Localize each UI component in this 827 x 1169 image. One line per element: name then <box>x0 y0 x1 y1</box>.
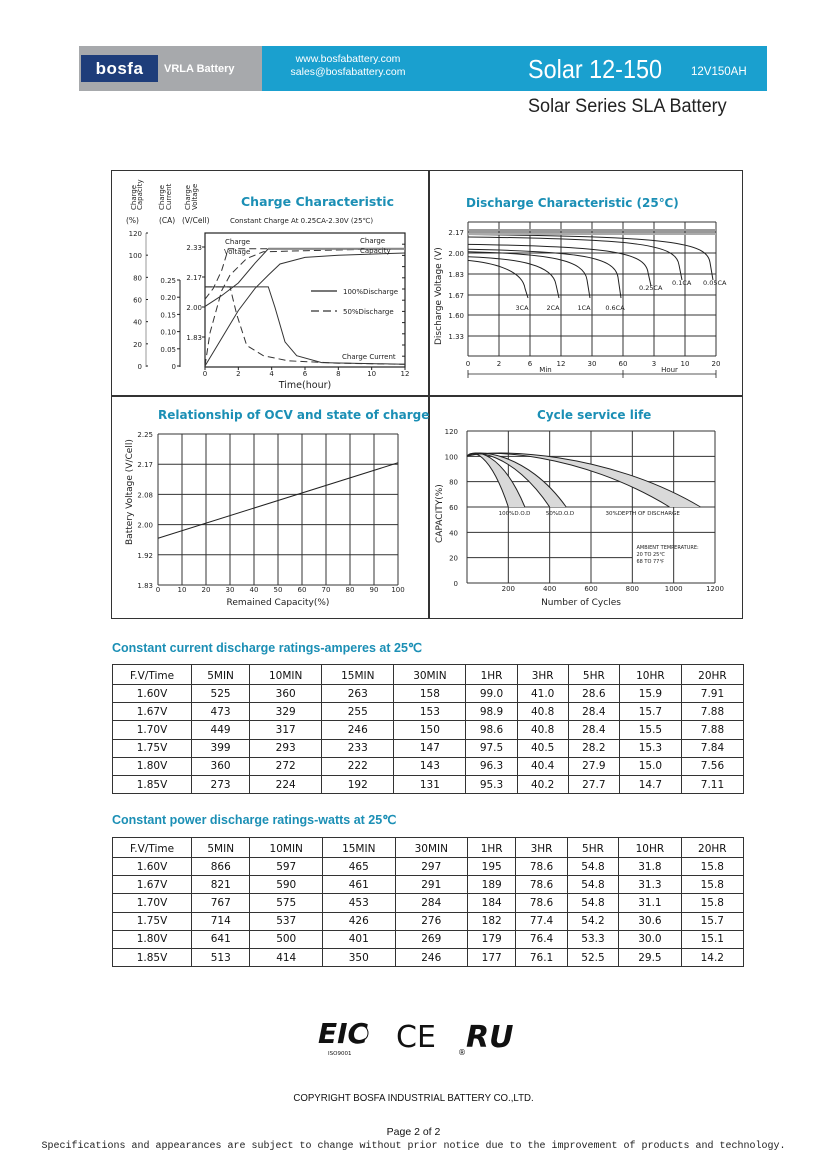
rating-cell: 15.7 <box>619 703 681 721</box>
rating-cell: 78.6 <box>516 894 567 912</box>
curve-label: 2CA <box>545 303 560 312</box>
rating-cell: 7.91 <box>681 685 743 703</box>
final-voltage-cell: 1.70V <box>113 721 192 739</box>
rating-cell: 224 <box>250 775 322 793</box>
rating-cell: 263 <box>322 685 394 703</box>
x-axis-label: Number of Cycles <box>540 597 621 608</box>
iso9001-caption: ISO9001 <box>328 1051 352 1057</box>
current-tick-label: 0.25 <box>159 276 176 285</box>
rating-cell: 192 <box>322 775 394 793</box>
rating-cell: 31.8 <box>619 858 681 876</box>
final-voltage-cell: 1.75V <box>113 912 192 930</box>
x-tick-label: 4 <box>268 369 274 378</box>
rating-cell: 29.5 <box>619 948 681 966</box>
axis-unit-label: (CA) <box>158 215 175 225</box>
table-header-row <box>113 665 744 685</box>
x-tick-label: 20 <box>711 359 720 368</box>
axis-unit-label: (V/Cell) <box>181 215 210 225</box>
eic-iso9001-icon <box>318 1017 369 1057</box>
rating-cell: 98.6 <box>466 721 517 739</box>
rating-cell: 297 <box>395 858 468 876</box>
final-voltage-cell: 1.75V <box>113 739 192 757</box>
band-label: 50%D.O.D <box>545 510 574 517</box>
rating-cell: 15.9 <box>619 685 681 703</box>
rating-cell: 31.1 <box>619 894 681 912</box>
rating-cell: 15.8 <box>681 858 743 876</box>
x-tick-label: 10 <box>177 585 186 594</box>
capacity-tick-label: 100 <box>128 251 142 260</box>
table-row <box>113 912 744 930</box>
x-tick-label: 12 <box>400 369 409 378</box>
rating-cell: 147 <box>394 739 466 757</box>
y-tick-label: 60 <box>448 503 458 512</box>
axis-unit-label: (%) <box>125 215 139 225</box>
brand-logo: bosfa <box>81 55 158 82</box>
curve-label: 1CA <box>576 303 591 312</box>
rating-cell: 246 <box>322 721 394 739</box>
charts-panel <box>111 170 743 619</box>
table-row <box>113 703 744 721</box>
eic-logo-text: EIC <box>318 1017 369 1050</box>
voltage-tick-label: 1.83 <box>185 333 202 342</box>
capacity-tick-label: 40 <box>132 318 142 327</box>
column-header: 5HR <box>568 665 619 685</box>
table-header-row <box>113 838 744 858</box>
discharge-curve-2CA <box>468 256 559 297</box>
y-tick-label: 1.60 <box>447 311 464 320</box>
rating-cell: 269 <box>395 930 468 948</box>
rating-cell: 15.8 <box>681 876 743 894</box>
x-tick-label: 2 <box>235 369 241 378</box>
ce-mark-text: CE <box>396 1020 436 1055</box>
rating-cell: 597 <box>250 858 323 876</box>
x-tick-label: 0 <box>155 585 160 594</box>
x-group-label: Hour <box>660 365 678 374</box>
x-tick-label: 800 <box>625 584 639 593</box>
x-tick-label: 8 <box>335 369 341 378</box>
x-tick-label: 1200 <box>705 584 724 593</box>
y-tick-label: 2.08 <box>136 490 153 499</box>
rating-cell: 182 <box>468 912 516 930</box>
rating-cell: 31.3 <box>619 876 681 894</box>
rating-cell: 866 <box>192 858 250 876</box>
y-axis-label: CAPACITY(%) <box>434 483 445 543</box>
x-tick-label: 6 <box>302 369 307 378</box>
y-axis-label: Battery Voltage (V/Cell) <box>124 438 135 545</box>
email-link[interactable]: sales@bosfabattery.com <box>290 66 406 78</box>
rating-cell: 767 <box>192 894 250 912</box>
rating-cell: 158 <box>394 685 466 703</box>
annotation-charge-capacity: Capacity <box>359 246 391 255</box>
rating-cell: 97.5 <box>466 739 517 757</box>
rating-cell: 15.3 <box>619 739 681 757</box>
axis-header-label: Charge <box>183 184 192 210</box>
x-tick-label: 200 <box>501 584 515 593</box>
x-tick-label: 80 <box>345 585 354 594</box>
final-voltage-cell: 1.60V <box>113 858 192 876</box>
rating-cell: 143 <box>394 757 466 775</box>
rating-cell: 7.11 <box>681 775 743 793</box>
axis-header-label: Current <box>164 183 173 210</box>
rating-cell: 360 <box>192 757 250 775</box>
x-tick-label: 30 <box>225 585 234 594</box>
column-header: 3HR <box>516 838 567 858</box>
x-tick-label: 100 <box>390 585 405 594</box>
rating-cell: 77.4 <box>516 912 567 930</box>
rating-cell: 96.3 <box>466 757 517 775</box>
current-tick-label: 0.10 <box>159 328 176 337</box>
capacity-tick-label: 120 <box>128 229 142 238</box>
rating-cell: 7.84 <box>681 739 743 757</box>
column-header: F.V/Time <box>113 665 192 685</box>
table-row <box>113 894 744 912</box>
rating-cell: 14.7 <box>619 775 681 793</box>
rating-cell: 246 <box>395 948 468 966</box>
curve-label: 0.6CA <box>604 303 625 312</box>
column-header: 30MIN <box>394 665 466 685</box>
chart-title: Cycle service life <box>536 407 651 422</box>
final-voltage-cell: 1.80V <box>113 757 192 775</box>
current-tick-label: 0.05 <box>159 345 176 354</box>
x-axis-label: Remained Capacity(%) <box>226 597 329 608</box>
column-header: 5HR <box>567 838 618 858</box>
discharge-curve-3CA <box>468 260 528 298</box>
chart-title: Discharge Characteristic (25℃) <box>465 195 679 210</box>
series-title: Solar Series SLA Battery <box>528 96 727 117</box>
y-tick-label: 100 <box>444 452 458 461</box>
current-table-title: Constant current discharge ratings-amperes at 25℃ <box>112 641 422 655</box>
rating-cell: 465 <box>322 858 395 876</box>
rating-cell: 461 <box>322 876 395 894</box>
column-header: 15MIN <box>322 838 395 858</box>
current-tick-label: 0.20 <box>159 293 176 302</box>
x-tick-label: 50 <box>273 585 282 594</box>
annotation-charge-voltage: Charge <box>224 237 250 246</box>
x-tick-label: 3 <box>651 359 656 368</box>
annotation-charge-current: Charge Current <box>341 352 396 361</box>
final-voltage-cell: 1.85V <box>113 948 192 966</box>
y-tick-label: 1.92 <box>136 551 153 560</box>
discharge-curve-1CA <box>468 251 590 297</box>
x-group-label: Min <box>538 365 552 374</box>
y-tick-label: 40 <box>448 528 458 537</box>
y-tick-label: 2.00 <box>447 249 464 258</box>
final-voltage-cell: 1.67V <box>113 876 192 894</box>
y-tick-label: 2.25 <box>136 430 153 439</box>
x-tick-label: 1000 <box>664 584 683 593</box>
x-tick-label: 12 <box>556 359 565 368</box>
current-tick-label: 0.15 <box>159 310 176 319</box>
capacity-tick-label: 0 <box>137 362 142 371</box>
ambient-note: AMBIENT TEMPERATURE: <box>635 544 699 551</box>
rating-cell: 714 <box>192 912 250 930</box>
ul-mark-text: RU <box>466 1020 514 1055</box>
annotation-charge-capacity: Charge <box>359 236 385 245</box>
table-row <box>113 775 744 793</box>
rating-cell: 399 <box>192 739 250 757</box>
rating-cell: 7.56 <box>681 757 743 775</box>
rating-cell: 78.6 <box>516 876 567 894</box>
column-header: 10MIN <box>250 665 322 685</box>
rating-cell: 30.6 <box>619 912 681 930</box>
current-tick-label: 0 <box>171 362 176 371</box>
capacity-tick-label: 80 <box>132 273 142 282</box>
y-tick-label: 120 <box>444 427 458 436</box>
chart-subtitle: Constant Charge At 0.25CA-2.30V (25℃) <box>229 216 373 225</box>
rating-cell: 273 <box>192 775 250 793</box>
y-tick-label: 2.00 <box>136 521 153 530</box>
band-label: 30%DEPTH OF DISCHARGE <box>604 510 680 517</box>
legend-label: 100%Discharge <box>342 287 398 296</box>
rating-cell: 99.0 <box>466 685 517 703</box>
x-tick-label: 60 <box>297 585 306 594</box>
y-tick-label: 2.17 <box>447 228 464 237</box>
rating-cell: 641 <box>192 930 250 948</box>
x-tick-label: 0 <box>202 369 207 378</box>
table-row <box>113 858 744 876</box>
voltage-tick-label: 2.33 <box>185 243 202 252</box>
rating-cell: 513 <box>192 948 250 966</box>
rating-cell: 473 <box>192 703 250 721</box>
legend-label: 50%Discharge <box>342 307 394 316</box>
rating-cell: 15.8 <box>681 894 743 912</box>
rating-cell: 28.6 <box>568 685 619 703</box>
rating-cell: 453 <box>322 894 395 912</box>
x-tick-label: 40 <box>249 585 258 594</box>
axis-header-label: Charge <box>157 184 166 210</box>
chart-title: Relationship of OCV and state of charge <box>157 407 429 422</box>
ambient-note: 20 TO 25℃ <box>635 551 665 558</box>
x-tick-label: 90 <box>369 585 378 594</box>
rating-cell: 15.0 <box>619 757 681 775</box>
rating-cell: 537 <box>250 912 323 930</box>
rating-cell: 179 <box>468 930 516 948</box>
rating-cell: 14.2 <box>681 948 743 966</box>
x-tick-label: 20 <box>201 585 210 594</box>
x-tick-label: 10 <box>680 359 689 368</box>
column-header: 10HR <box>619 838 681 858</box>
y-tick-label: 0 <box>453 579 458 588</box>
column-header: 5MIN <box>192 838 250 858</box>
table-row <box>113 876 744 894</box>
table-row <box>113 739 744 757</box>
registered-mark: ® <box>458 1048 466 1057</box>
table-row <box>113 721 744 739</box>
rating-cell: 40.4 <box>517 757 568 775</box>
rating-cell: 40.8 <box>517 721 568 739</box>
power-table-title: Constant power discharge ratings-watts at 25℃ <box>112 813 397 827</box>
column-header: 1HR <box>466 665 517 685</box>
certification-logos <box>318 1015 518 1060</box>
x-tick-label: 6 <box>527 359 532 368</box>
rating-cell: 78.6 <box>516 858 567 876</box>
discharge-curve-0.05CA <box>468 234 713 280</box>
rating-cell: 98.9 <box>466 703 517 721</box>
rating-cell: 30.0 <box>619 930 681 948</box>
rating-cell: 40.2 <box>517 775 568 793</box>
rating-cell: 76.1 <box>516 948 567 966</box>
rating-cell: 40.8 <box>517 703 568 721</box>
rating-cell: 255 <box>322 703 394 721</box>
final-voltage-cell: 1.67V <box>113 703 192 721</box>
rating-cell: 317 <box>250 721 322 739</box>
charts-svg <box>111 170 743 619</box>
current-discharge-table <box>112 664 744 794</box>
rating-cell: 414 <box>250 948 323 966</box>
curve-label: 0.25CA <box>638 283 662 292</box>
rating-cell: 54.8 <box>567 876 618 894</box>
rating-cell: 131 <box>394 775 466 793</box>
cycle-band-0 <box>467 453 525 507</box>
y-axis-label: Discharge Voltage (V) <box>433 246 444 345</box>
rating-cell: 15.5 <box>619 721 681 739</box>
axis-header-label: Voltage <box>190 183 199 210</box>
rating-cell: 590 <box>250 876 323 894</box>
rating-cell: 449 <box>192 721 250 739</box>
x-tick-label: 70 <box>321 585 330 594</box>
annotation-charge-voltage: Voltage <box>223 247 250 256</box>
table-row <box>113 930 744 948</box>
y-tick-label: 20 <box>448 554 458 563</box>
rating-cell: 291 <box>395 876 468 894</box>
rating-cell: 195 <box>468 858 516 876</box>
column-header: 20HR <box>681 665 743 685</box>
y-tick-label: 1.83 <box>136 581 153 590</box>
rating-cell: 15.1 <box>681 930 743 948</box>
curve-label: 0.05CA <box>702 278 726 287</box>
page-number: Page 2 of 2 <box>386 1126 441 1138</box>
power-discharge-table <box>112 837 744 967</box>
y-tick-label: 1.83 <box>447 270 464 279</box>
rating-cell: 76.4 <box>516 930 567 948</box>
website-link[interactable]: www.bosfabattery.com <box>295 53 401 65</box>
x-tick-label: 60 <box>618 359 627 368</box>
rating-cell: 28.2 <box>568 739 619 757</box>
x-tick-label: 400 <box>542 584 556 593</box>
rating-cell: 15.7 <box>681 912 743 930</box>
model-spec: 12V150AH <box>691 66 747 78</box>
rating-cell: 426 <box>322 912 395 930</box>
rating-cell: 27.9 <box>568 757 619 775</box>
rating-cell: 40.5 <box>517 739 568 757</box>
voltage-tick-label: 2.17 <box>185 273 202 282</box>
capacity-tick-label: 20 <box>132 340 142 349</box>
rating-cell: 150 <box>394 721 466 739</box>
rating-cell: 233 <box>322 739 394 757</box>
rating-cell: 54.8 <box>567 894 618 912</box>
rating-cell: 95.3 <box>466 775 517 793</box>
column-header: 10HR <box>619 665 681 685</box>
rating-cell: 28.4 <box>568 721 619 739</box>
y-tick-label: 1.33 <box>447 332 464 341</box>
rating-cell: 525 <box>192 685 250 703</box>
rating-cell: 222 <box>322 757 394 775</box>
brand-tagline: VRLA Battery <box>164 63 235 75</box>
ce-mark-icon <box>396 1020 436 1055</box>
curve-label: 3CA <box>514 303 529 312</box>
rating-cell: 27.7 <box>568 775 619 793</box>
ambient-note: 68 TO 77℉ <box>635 558 664 565</box>
rating-cell: 7.88 <box>681 703 743 721</box>
column-header: 10MIN <box>250 838 323 858</box>
rating-cell: 500 <box>250 930 323 948</box>
x-tick-label: 2 <box>496 359 501 368</box>
y-tick-label: 80 <box>448 478 458 487</box>
model-title: Solar 12-150 <box>528 54 663 84</box>
rating-cell: 54.8 <box>567 858 618 876</box>
table-row <box>113 685 744 703</box>
rating-cell: 28.4 <box>568 703 619 721</box>
x-tick-label: 10 <box>366 369 376 378</box>
rating-cell: 350 <box>322 948 395 966</box>
y-tick-label: 1.67 <box>447 291 464 300</box>
x-tick-label: 600 <box>583 584 598 593</box>
table-row <box>113 948 744 966</box>
rating-cell: 293 <box>250 739 322 757</box>
final-voltage-cell: 1.80V <box>113 930 192 948</box>
rating-cell: 272 <box>250 757 322 775</box>
rating-cell: 329 <box>250 703 322 721</box>
capacity-tick-label: 60 <box>132 296 142 304</box>
final-voltage-cell: 1.85V <box>113 775 192 793</box>
rating-cell: 52.5 <box>567 948 618 966</box>
ul-mark-icon <box>458 1020 513 1057</box>
rating-cell: 284 <box>395 894 468 912</box>
axis-header-label: Capacity <box>135 178 144 210</box>
table-row <box>113 757 744 775</box>
axis-header-label: Charge <box>129 184 138 210</box>
final-voltage-cell: 1.60V <box>113 685 192 703</box>
rating-cell: 184 <box>468 894 516 912</box>
rating-cell: 53.3 <box>567 930 618 948</box>
column-header: 1HR <box>468 838 516 858</box>
rating-cell: 189 <box>468 876 516 894</box>
rating-cell: 360 <box>250 685 322 703</box>
rating-cell: 41.0 <box>517 685 568 703</box>
rating-cell: 401 <box>322 930 395 948</box>
x-tick-label: 30 <box>587 359 596 368</box>
curve-label: 0.1CA <box>671 278 691 287</box>
column-header: 20HR <box>681 838 743 858</box>
column-header: 30MIN <box>395 838 468 858</box>
rating-cell: 153 <box>394 703 466 721</box>
rating-cell: 54.2 <box>567 912 618 930</box>
y-tick-label: 2.17 <box>136 460 153 469</box>
rating-cell: 575 <box>250 894 323 912</box>
rating-cell: 177 <box>468 948 516 966</box>
rating-cell: 821 <box>192 876 250 894</box>
copyright-text: COPYRIGHT BOSFA INDUSTRIAL BATTERY CO.,LTD. <box>293 1092 534 1104</box>
column-header: F.V/Time <box>113 838 192 858</box>
x-tick-label: 0 <box>465 359 470 368</box>
column-header: 5MIN <box>192 665 250 685</box>
chart-title: Charge Characteristic <box>240 193 394 209</box>
column-header: 3HR <box>517 665 568 685</box>
final-voltage-cell: 1.70V <box>113 894 192 912</box>
voltage-tick-label: 2.00 <box>185 303 202 312</box>
contact-block <box>283 53 413 79</box>
rating-cell: 7.88 <box>681 721 743 739</box>
disclaimer-text: Specifications and appearances are subject to change without prior notice due to the improvement of products and technology. <box>41 1141 786 1152</box>
band-label: 100%D.O.D <box>498 510 530 517</box>
column-header: 15MIN <box>322 665 394 685</box>
x-axis-label: Time(hour) <box>278 379 331 391</box>
rating-cell: 276 <box>395 912 468 930</box>
